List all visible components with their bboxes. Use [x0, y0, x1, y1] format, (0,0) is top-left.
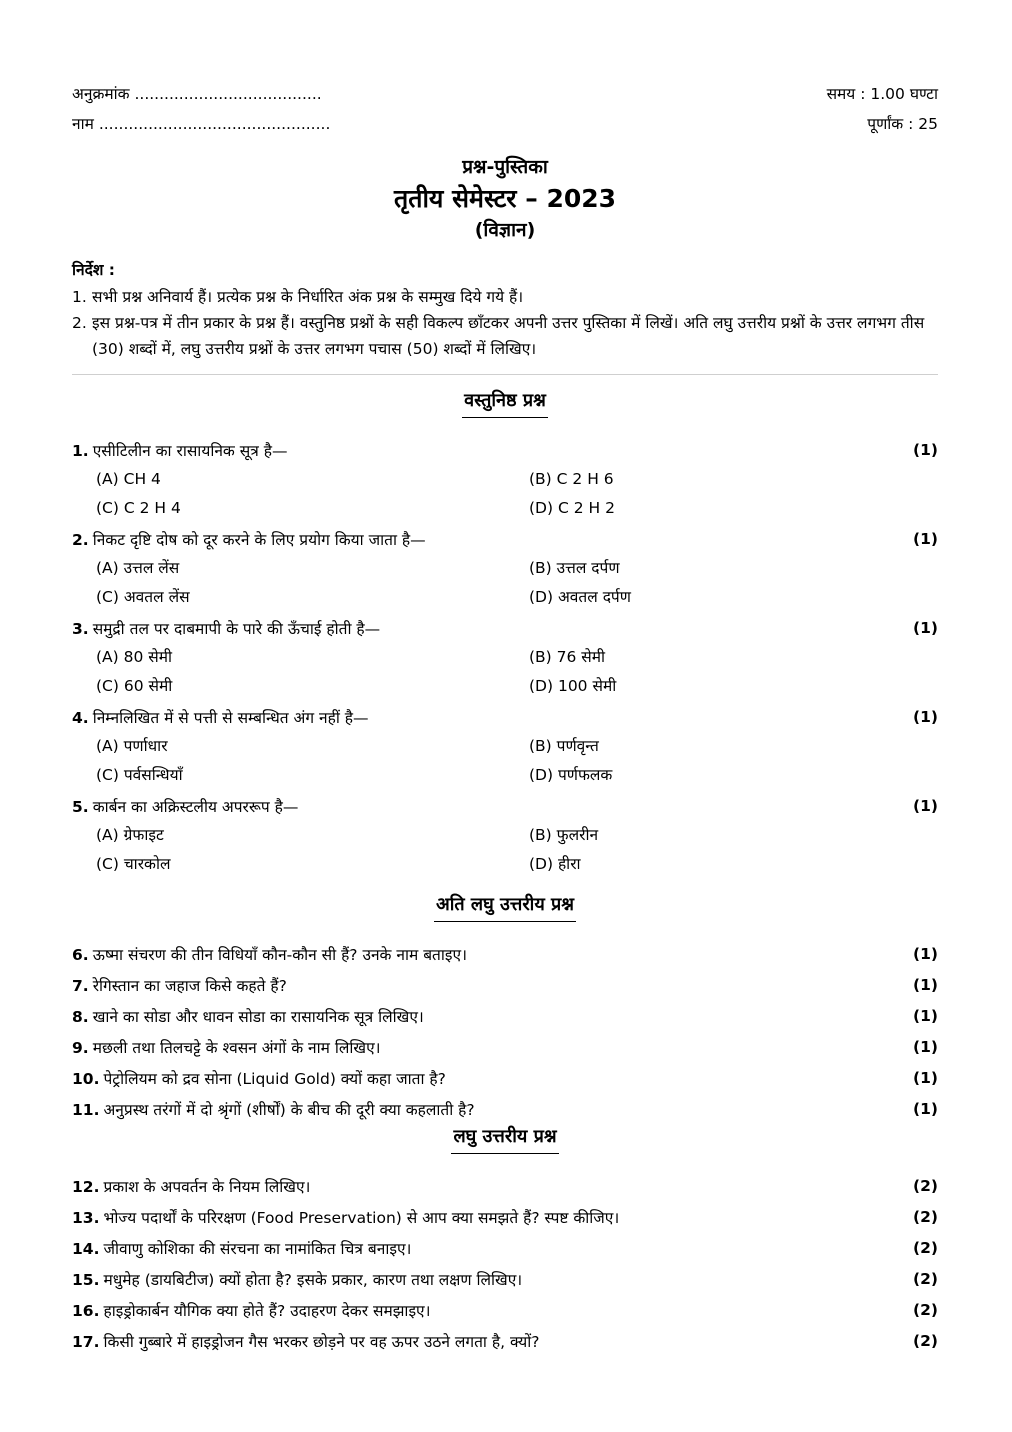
question-number: 8. — [72, 1007, 89, 1026]
question-text: रेगिस्तान का जहाज किसे कहते हैं? — [92, 976, 287, 995]
question — [72, 969, 938, 1000]
question-text: प्रकाश के अपवर्तन के नियम लिखिए। — [103, 1177, 311, 1196]
option-c: (C) C 2 H 4 — [96, 499, 181, 517]
question-text: भोज्य पदार्थों के परिरक्षण (Food Preservation) से आप क्या समझते हैं? स्पष्ट कीजिए। — [103, 1208, 620, 1227]
instructions — [72, 256, 938, 362]
question-number: 4. — [72, 708, 89, 727]
question-number: 5. — [72, 797, 89, 816]
time-label: समय : 1.00 घण्टा — [826, 85, 938, 103]
instruction-text: सभी प्रश्न अनिवार्य हैं। प्रत्येक प्रश्न के निर्धारित अंक प्रश्न के सम्मुख दिये गये हैं। — [92, 288, 524, 306]
question — [72, 938, 938, 969]
question — [72, 1325, 938, 1356]
question-text: मछली तथा तिलचट्टे के श्वसन अंगों के नाम लिखिए। — [92, 1038, 381, 1057]
question-mark: (1) — [913, 975, 938, 994]
question-text: हाइड्रोकार्बन यौगिक क्या होते हैं? उदाहरण देकर समझाइए। — [103, 1301, 431, 1320]
instructions-heading: निर्देश : — [72, 261, 115, 279]
question-mark: (1) — [913, 1068, 938, 1087]
very-short-section — [72, 892, 938, 1124]
question-mark: (1) — [913, 1006, 938, 1025]
question-mark: (1) — [913, 529, 938, 548]
divider — [72, 374, 938, 375]
question — [72, 1093, 938, 1124]
option-a: (A) ग्रेफाइट — [96, 826, 164, 844]
question-text: एसीटिलीन का रासायनिक सूत्र है— — [92, 441, 288, 460]
question-mark: (1) — [913, 796, 938, 815]
option-a: (A) पर्णाधार — [96, 737, 168, 755]
question-number: 3. — [72, 619, 89, 638]
question-mark: (2) — [913, 1207, 938, 1226]
option-b: (B) फुलरीन — [529, 826, 599, 844]
question-text: किसी गुब्बारे में हाइड्रोजन गैस भरकर छोड़ने पर वह ऊपर उठने लगता है, क्यों? — [103, 1332, 540, 1351]
short-section — [72, 1124, 938, 1356]
question-text: मधुमेह (डायबिटीज) क्यों होता है? इसके प्रकार, कारण तथा लक्षण लिखिए। — [103, 1270, 523, 1289]
question — [72, 1170, 938, 1201]
question — [72, 1062, 938, 1093]
question — [72, 1263, 938, 1294]
option-a: (A) उत्तल लेंस — [96, 559, 180, 577]
option-c: (C) चारकोल — [96, 855, 171, 873]
question — [72, 612, 938, 701]
question-text: कार्बन का अक्रिस्टलीय अपररूप है— — [92, 797, 299, 816]
option-b: (B) C 2 H 6 — [529, 470, 614, 488]
option-c: (C) पर्वसन्धियाँ — [96, 766, 183, 784]
option-b: (B) उत्तल दर्पण — [529, 559, 620, 577]
option-d: (D) 100 सेमी — [529, 677, 617, 695]
question-text: अनुप्रस्थ तरंगों में दो श्रृंगों (शीर्षों) के बीच की दूरी क्या कहलाती है? — [103, 1100, 475, 1119]
instruction-item — [72, 310, 938, 362]
semester-title: तृतीय सेमेस्टर – 2023 — [393, 184, 617, 213]
question-number: 13. — [72, 1208, 100, 1227]
question-mark: (2) — [913, 1176, 938, 1195]
booklet-title: प्रश्न-पुस्तिका — [462, 156, 548, 178]
question-mark: (1) — [913, 1037, 938, 1056]
question-number: 17. — [72, 1332, 100, 1351]
option-d: (D) C 2 H 2 — [529, 499, 615, 517]
question — [72, 701, 938, 790]
name-label: नाम ............................................... — [72, 115, 331, 133]
option-d: (D) अवतल दर्पण — [529, 588, 631, 606]
question-number: 9. — [72, 1038, 89, 1057]
question — [72, 1232, 938, 1263]
option-b: (B) 76 सेमी — [529, 648, 606, 666]
option-b: (B) पर्णवृन्त — [529, 737, 599, 755]
option-a: (A) CH 4 — [96, 470, 161, 488]
question-mark: (1) — [913, 707, 938, 726]
question-number: 10. — [72, 1069, 100, 1088]
total-marks-label: पूर्णांक : 25 — [867, 115, 938, 133]
question-mark: (1) — [913, 618, 938, 637]
subject-title: (विज्ञान) — [474, 219, 536, 241]
title-block — [72, 152, 938, 244]
instruction-number: 1. — [72, 288, 87, 306]
instruction-number: 2. — [72, 314, 87, 332]
question-mark: (2) — [913, 1238, 938, 1257]
question-mark: (2) — [913, 1331, 938, 1350]
question-number: 11. — [72, 1100, 100, 1119]
short-heading: लघु उत्तरीय प्रश्न — [451, 1124, 558, 1154]
question-text: ऊष्मा संचरण की तीन विधियाँ कौन-कौन सी हैं? उनके नाम बताइए। — [92, 945, 467, 964]
objective-section — [72, 388, 938, 879]
question-number: 15. — [72, 1270, 100, 1289]
question-number: 16. — [72, 1301, 100, 1320]
instruction-text: इस प्रश्न-पत्र में तीन प्रकार के प्रश्न हैं। वस्तुनिष्ठ प्रश्नों के सही विकल्प छाँटकर अपनी उत्तर पुस्तिका में लिखें। अति लघु उत्तरीय प्रश्नों के उत्तर लगभग तीस (30) शब्दों में, लघु उत्तरीय प्रश्नों के उत्तर लगभग पचास (50) शब्दों में लिखिए। — [92, 314, 925, 358]
question — [72, 434, 938, 523]
question-number: 2. — [72, 530, 89, 549]
instruction-item — [72, 284, 938, 310]
question-text: जीवाणु कोशिका की संरचना का नामांकित चित्र बनाइए। — [103, 1239, 412, 1258]
question — [72, 1000, 938, 1031]
question-text: खाने का सोडा और धावन सोडा का रासायनिक सूत्र लिखिए। — [92, 1007, 424, 1026]
question — [72, 1031, 938, 1062]
exam-header — [72, 78, 938, 138]
question-mark: (1) — [913, 440, 938, 459]
question — [72, 790, 938, 879]
question-number: 14. — [72, 1239, 100, 1258]
question — [72, 1294, 938, 1325]
question-text: निम्नलिखित में से पत्ती से सम्बन्धित अंग नहीं है— — [92, 708, 369, 727]
option-c: (C) अवतल लेंस — [96, 588, 190, 606]
question-text: पेट्रोलियम को द्रव सोना (Liquid Gold) क्यों कहा जाता है? — [103, 1069, 446, 1088]
question-mark: (2) — [913, 1269, 938, 1288]
option-d: (D) हीरा — [529, 855, 581, 873]
very-short-heading: अति लघु उत्तरीय प्रश्न — [434, 892, 576, 922]
question-number: 7. — [72, 976, 89, 995]
question-number: 12. — [72, 1177, 100, 1196]
question-number: 6. — [72, 945, 89, 964]
question — [72, 1201, 938, 1232]
roll-number-label: अनुक्रमांक ...................................... — [72, 85, 322, 103]
question-text: निकट दृष्टि दोष को दूर करने के लिए प्रयोग किया जाता है— — [92, 530, 426, 549]
question-mark: (1) — [913, 944, 938, 963]
question-mark: (1) — [913, 1099, 938, 1118]
option-a: (A) 80 सेमी — [96, 648, 173, 666]
question — [72, 523, 938, 612]
option-c: (C) 60 सेमी — [96, 677, 173, 695]
question-text: समुद्री तल पर दाबमापी के पारे की ऊँचाई होती है— — [92, 619, 381, 638]
question-number: 1. — [72, 441, 89, 460]
question-mark: (2) — [913, 1300, 938, 1319]
objective-heading: वस्तुनिष्ठ प्रश्न — [462, 388, 548, 418]
option-d: (D) पर्णफलक — [529, 766, 613, 784]
